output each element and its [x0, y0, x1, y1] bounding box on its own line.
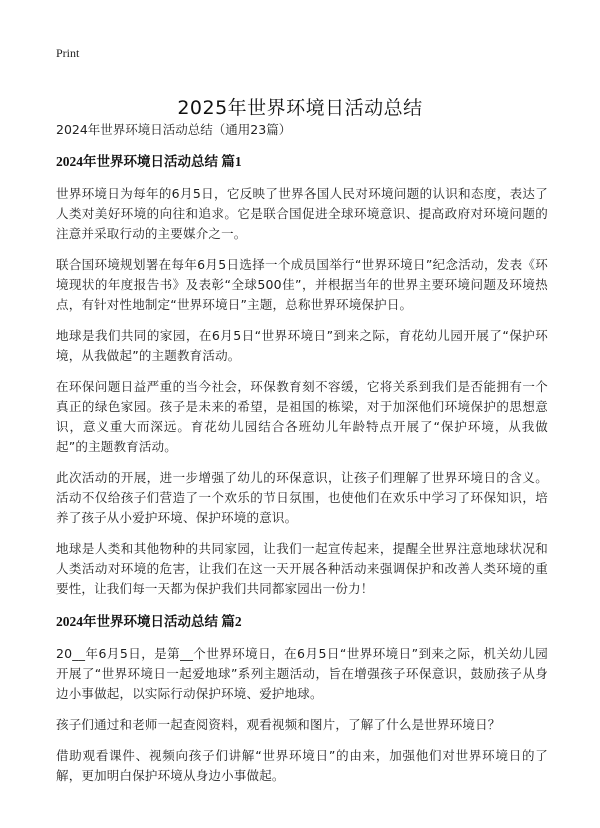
paragraph: 20__年6月5日，是第__个世界环境日，在6月5日“世界环境日”到来之际，机关幼儿园开展了“世界环境日一起爱地球”系列主题活动，旨在增强孩子环保意识，鼓励孩子从身边小事做起，以实际行动保护环境、爱护地球。 — [56, 646, 548, 701]
paragraph: 借助观看课件、视频向孩子们讲解“世界环境日”的由来，加强他们对世界环境日的了解，更加明白保护环境从身边小事做起。 — [56, 748, 548, 783]
document-body — [56, 150, 548, 797]
section-1 — [56, 150, 548, 599]
paragraph: 世界环境日为每年的6月5日，它反映了世界各国人民对环境问题的认识和态度，表达了人类对美好环境的向往和追求。它是联合国促进全球环境意识、提高政府对环境问题的注意并采取行动的主要媒介之一。 — [56, 186, 548, 241]
paragraph: 地球是人类和其他物种的共同家园，让我们一起宣传起来，提醒全世界注意地球状况和人类活动对环境的危害，让我们在这一天开展各种活动来强调保护和改善人类环境的重要性，让我们每一天都为保护我们共同都家园出一份力！ — [56, 541, 548, 596]
section-2 — [56, 610, 548, 786]
paragraph: 此次活动的开展，进一步增强了幼儿的环保意识，让孩子们理解了世界环境日的含义。活动不仅给孩子们营造了一个欢乐的节日氛围，也使他们在欢乐中学习了环保知识，培养了孩子从小爱护环境、保护环境的意识。 — [56, 470, 548, 525]
paragraph: 联合国环境规划署在每年6月5日选择一个成员国举行“世界环境日”纪念活动，发表《环境现状的年度报告书》及表彰“全球500佳”，并根据当年的世界主要环境问题及环境热点，有针对性地制定“世界环境日”主题，总称世界环境保护日。 — [56, 257, 548, 312]
section-heading: 2024年世界环境日活动总结 篇1 — [56, 154, 242, 169]
paragraph: 孩子们通过和老师一起查阅资料，观看视频和图片，了解了什么是世界环境日？ — [56, 717, 501, 732]
document-subtitle: 2024年世界环境日活动总结（通用23篇） — [56, 122, 292, 137]
section-heading: 2024年世界环境日活动总结 篇2 — [56, 614, 242, 629]
print-link[interactable]: Print — [56, 46, 80, 60]
paragraph: 地球是我们共同的家园，在6月5日“世界环境日”到来之际，育花幼儿园开展了“保护环境，从我做起”的主题教育活动。 — [56, 328, 548, 363]
paragraph: 在环保问题日益严重的当今社会，环保教育刻不容缓，它将关系到我们是否能拥有一个真正的绿色家园。孩子是未来的希望，是祖国的栋梁，对于加深他们环境保护的思想意识，意义重大而深远。育花幼儿园结合各班幼儿年龄特点开展了“保护环境，从我做起”的主题教育活动。 — [56, 379, 548, 454]
page-title: 2025年世界环境日活动总结 — [177, 96, 423, 119]
